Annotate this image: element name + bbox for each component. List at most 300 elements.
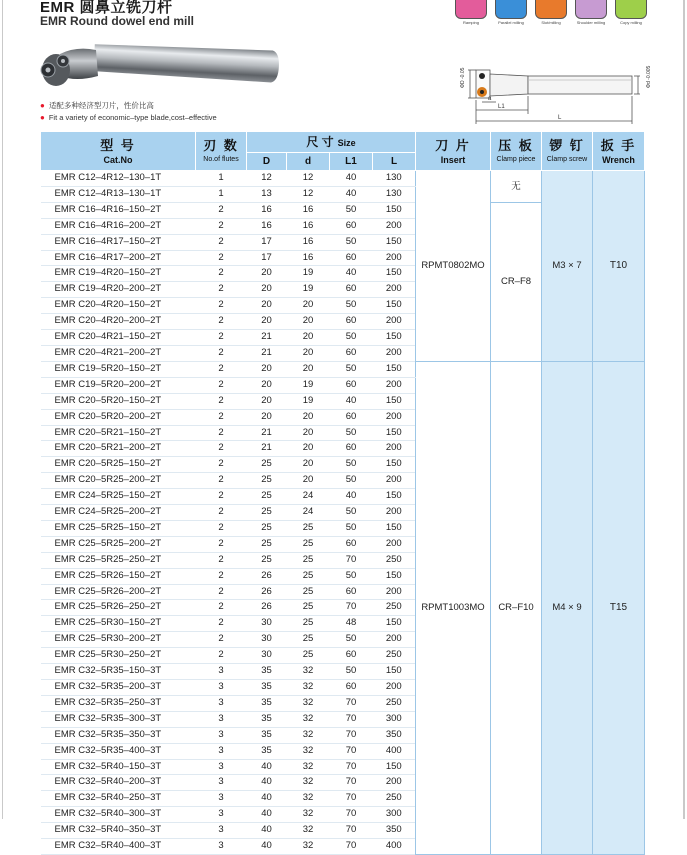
size-D-cell: 21	[247, 330, 287, 346]
feature-item: ● 适配多种经济型刀片，性价比高	[40, 101, 154, 110]
size-D-cell: 26	[247, 568, 287, 584]
page-title-en: EMR Round dowel end mill	[40, 14, 194, 28]
size-d-cell: 25	[287, 568, 330, 584]
flutes-cell: 2	[196, 361, 247, 377]
size-D-cell: 25	[247, 505, 287, 521]
cat-no-cell: EMR C16–4R17–150–2T	[41, 234, 196, 250]
size-L-cell: 200	[373, 218, 416, 234]
flutes-cell: 2	[196, 266, 247, 282]
cat-no-cell: EMR C25–5R26–200–2T	[41, 584, 196, 600]
header-L: L	[373, 153, 416, 171]
size-L1-cell: 70	[330, 600, 373, 616]
size-L-cell: 200	[373, 345, 416, 361]
size-D-cell: 40	[247, 759, 287, 775]
cat-no-cell: EMR C20–5R21–150–2T	[41, 425, 196, 441]
flutes-cell: 3	[196, 664, 247, 680]
cat-no-cell: EMR C25–5R25–200–2T	[41, 536, 196, 552]
flutes-cell: 2	[196, 568, 247, 584]
flutes-cell: 3	[196, 695, 247, 711]
size-d-cell: 19	[287, 282, 330, 298]
size-D-cell: 35	[247, 743, 287, 759]
cat-no-cell: EMR C25–5R26–150–2T	[41, 568, 196, 584]
size-L1-cell: 60	[330, 409, 373, 425]
size-d-cell: 24	[287, 489, 330, 505]
flutes-cell: 2	[196, 632, 247, 648]
size-L-cell: 150	[373, 568, 416, 584]
cat-no-cell: EMR C25–5R25–250–2T	[41, 552, 196, 568]
size-d-cell: 32	[287, 807, 330, 823]
size-d-cell: 20	[287, 425, 330, 441]
size-d-cell: 12	[287, 186, 330, 202]
size-L-cell: 150	[373, 393, 416, 409]
header-flutes: 刃 数 No.of flutes	[196, 132, 247, 171]
size-d-cell: 20	[287, 457, 330, 473]
size-d-cell: 19	[287, 393, 330, 409]
flutes-cell: 2	[196, 489, 247, 505]
header-D: D	[247, 153, 287, 171]
insert-cell: RPMT0802MO	[416, 171, 491, 362]
size-D-cell: 12	[247, 171, 287, 187]
header-d: d	[287, 153, 330, 171]
size-L-cell: 150	[373, 489, 416, 505]
flutes-cell: 2	[196, 282, 247, 298]
insert-cell: RPMT1003MO	[416, 361, 491, 854]
size-L1-cell: 50	[330, 632, 373, 648]
size-L-cell: 150	[373, 664, 416, 680]
cat-no-cell: EMR C20–4R21–200–2T	[41, 345, 196, 361]
cat-no-cell: EMR C25–5R30–150–2T	[41, 616, 196, 632]
size-L-cell: 150	[373, 202, 416, 218]
size-L1-cell: 40	[330, 489, 373, 505]
cat-no-cell: EMR C32–5R35–350–3T	[41, 727, 196, 743]
size-d-cell: 32	[287, 839, 330, 855]
flutes-cell: 2	[196, 393, 247, 409]
size-d-cell: 32	[287, 775, 330, 791]
size-d-cell: 20	[287, 409, 330, 425]
size-d-cell: 25	[287, 520, 330, 536]
header-model: 型 号 Cat.No	[41, 132, 196, 171]
size-L1-cell: 50	[330, 298, 373, 314]
size-L-cell: 250	[373, 600, 416, 616]
size-D-cell: 25	[247, 473, 287, 489]
flutes-cell: 3	[196, 775, 247, 791]
flutes-cell: 3	[196, 727, 247, 743]
size-d-cell: 25	[287, 552, 330, 568]
size-D-cell: 20	[247, 377, 287, 393]
size-D-cell: 35	[247, 680, 287, 696]
clamp-cell: 无	[491, 171, 542, 203]
size-D-cell: 20	[247, 361, 287, 377]
cat-no-cell: EMR C12–4R13–130–1T	[41, 186, 196, 202]
size-d-cell: 20	[287, 345, 330, 361]
parallel-milling-icon	[493, 0, 529, 30]
mode-label: Ramping	[462, 20, 479, 25]
size-L1-cell: 50	[330, 520, 373, 536]
size-d-cell: 32	[287, 695, 330, 711]
cat-no-cell: EMR C32–5R35–150–3T	[41, 664, 196, 680]
size-D-cell: 40	[247, 807, 287, 823]
size-d-cell: 16	[287, 234, 330, 250]
size-L-cell: 200	[373, 584, 416, 600]
mode-swatch	[535, 0, 567, 19]
size-L-cell: 200	[373, 775, 416, 791]
size-d-cell: 16	[287, 250, 330, 266]
mode-label: Copy milling	[620, 20, 642, 25]
flutes-cell: 2	[196, 441, 247, 457]
size-L1-cell: 40	[330, 393, 373, 409]
flutes-cell: 1	[196, 171, 247, 187]
mode-label: Shoulder milling	[576, 20, 606, 25]
schematic-D-label: ΦD -0.05	[460, 67, 466, 88]
mode-swatch	[455, 0, 487, 19]
size-D-cell: 20	[247, 409, 287, 425]
size-d-cell: 32	[287, 664, 330, 680]
size-D-cell: 40	[247, 839, 287, 855]
cat-no-cell: EMR C25–5R30–200–2T	[41, 632, 196, 648]
size-L-cell: 150	[373, 298, 416, 314]
size-L1-cell: 60	[330, 218, 373, 234]
size-d-cell: 32	[287, 680, 330, 696]
size-D-cell: 13	[247, 186, 287, 202]
size-d-cell: 20	[287, 361, 330, 377]
size-L-cell: 250	[373, 552, 416, 568]
cat-no-cell: EMR C16–4R17–200–2T	[41, 250, 196, 266]
cat-no-cell: EMR C24–5R25–200–2T	[41, 505, 196, 521]
flutes-cell: 2	[196, 202, 247, 218]
flutes-cell: 2	[196, 377, 247, 393]
size-D-cell: 21	[247, 441, 287, 457]
size-L1-cell: 48	[330, 616, 373, 632]
size-L1-cell: 60	[330, 680, 373, 696]
size-d-cell: 20	[287, 441, 330, 457]
size-L1-cell: 60	[330, 648, 373, 664]
size-L-cell: 130	[373, 171, 416, 187]
size-D-cell: 35	[247, 711, 287, 727]
size-L1-cell: 50	[330, 202, 373, 218]
flutes-cell: 2	[196, 473, 247, 489]
size-L1-cell: 60	[330, 345, 373, 361]
cat-no-cell: EMR C19–5R20–150–2T	[41, 361, 196, 377]
mode-label: Slot/milling	[541, 20, 561, 25]
size-L-cell: 200	[373, 505, 416, 521]
size-d-cell: 32	[287, 727, 330, 743]
flutes-cell: 2	[196, 457, 247, 473]
flutes-cell: 2	[196, 520, 247, 536]
wrench-cell: T10	[593, 171, 645, 362]
flutes-cell: 2	[196, 505, 247, 521]
size-L-cell: 150	[373, 616, 416, 632]
size-D-cell: 40	[247, 791, 287, 807]
header-clamp: 压 板 Clamp piece	[491, 132, 542, 171]
page-frame-right	[683, 0, 685, 819]
cat-no-cell: EMR C32–5R40–350–3T	[41, 823, 196, 839]
size-L-cell: 250	[373, 791, 416, 807]
flutes-cell: 2	[196, 616, 247, 632]
size-L-cell: 150	[373, 330, 416, 346]
flutes-cell: 3	[196, 743, 247, 759]
size-D-cell: 20	[247, 393, 287, 409]
size-L1-cell: 50	[330, 568, 373, 584]
cat-no-cell: EMR C16–4R16–200–2T	[41, 218, 196, 234]
size-L1-cell: 70	[330, 727, 373, 743]
cat-no-cell: EMR C20–4R20–200–2T	[41, 314, 196, 330]
size-D-cell: 25	[247, 552, 287, 568]
size-d-cell: 25	[287, 600, 330, 616]
size-L1-cell: 60	[330, 441, 373, 457]
flutes-cell: 2	[196, 425, 247, 441]
size-L1-cell: 40	[330, 186, 373, 202]
size-L1-cell: 60	[330, 250, 373, 266]
size-d-cell: 19	[287, 377, 330, 393]
size-d-cell: 25	[287, 616, 330, 632]
flutes-cell: 2	[196, 330, 247, 346]
size-L-cell: 150	[373, 234, 416, 250]
size-L-cell: 200	[373, 409, 416, 425]
size-d-cell: 20	[287, 473, 330, 489]
screw-cell: M3 × 7	[542, 171, 593, 362]
header-insert: 刀 片 Insert	[416, 132, 491, 171]
size-L-cell: 200	[373, 680, 416, 696]
size-L-cell: 350	[373, 727, 416, 743]
size-D-cell: 25	[247, 520, 287, 536]
header-L1: L1	[330, 153, 373, 171]
size-d-cell: 24	[287, 505, 330, 521]
size-D-cell: 26	[247, 584, 287, 600]
flutes-cell: 2	[196, 600, 247, 616]
cat-no-cell: EMR C32–5R40–150–3T	[41, 759, 196, 775]
cat-no-cell: EMR C20–4R21–150–2T	[41, 330, 196, 346]
size-d-cell: 32	[287, 791, 330, 807]
size-D-cell: 26	[247, 600, 287, 616]
flutes-cell: 1	[196, 186, 247, 202]
cat-no-cell: EMR C25–5R26–250–2T	[41, 600, 196, 616]
size-L-cell: 400	[373, 743, 416, 759]
size-d-cell: 20	[287, 330, 330, 346]
cat-no-cell: EMR C20–5R25–150–2T	[41, 457, 196, 473]
bullet-icon: ●	[40, 101, 45, 110]
size-L-cell: 250	[373, 648, 416, 664]
slot-milling-icon	[533, 0, 569, 30]
size-L-cell: 150	[373, 759, 416, 775]
cat-no-cell: EMR C12–4R12–130–1T	[41, 171, 196, 187]
size-L1-cell: 70	[330, 823, 373, 839]
flutes-cell: 2	[196, 345, 247, 361]
size-D-cell: 21	[247, 345, 287, 361]
size-L-cell: 200	[373, 441, 416, 457]
size-L-cell: 200	[373, 282, 416, 298]
size-d-cell: 25	[287, 632, 330, 648]
size-L1-cell: 40	[330, 266, 373, 282]
size-L-cell: 350	[373, 823, 416, 839]
size-L1-cell: 60	[330, 536, 373, 552]
size-d-cell: 25	[287, 648, 330, 664]
size-L1-cell: 70	[330, 839, 373, 855]
cat-no-cell: EMR C16–4R16–150–2T	[41, 202, 196, 218]
flutes-cell: 3	[196, 711, 247, 727]
size-D-cell: 16	[247, 202, 287, 218]
ramping-icon	[453, 0, 489, 30]
size-L1-cell: 50	[330, 473, 373, 489]
size-L1-cell: 50	[330, 361, 373, 377]
end-mill-photo	[36, 40, 282, 96]
size-D-cell: 25	[247, 489, 287, 505]
flutes-cell: 2	[196, 409, 247, 425]
size-L1-cell: 50	[330, 664, 373, 680]
size-D-cell: 30	[247, 632, 287, 648]
mode-swatch	[575, 0, 607, 19]
schematic-L-label: L	[558, 115, 562, 121]
size-L-cell: 300	[373, 807, 416, 823]
size-d-cell: 32	[287, 759, 330, 775]
size-L1-cell: 70	[330, 791, 373, 807]
cat-no-cell: EMR C32–5R35–250–3T	[41, 695, 196, 711]
flutes-cell: 2	[196, 234, 247, 250]
size-L-cell: 150	[373, 266, 416, 282]
size-d-cell: 12	[287, 171, 330, 187]
wrench-cell: T15	[593, 361, 645, 854]
size-D-cell: 30	[247, 648, 287, 664]
size-D-cell: 21	[247, 425, 287, 441]
size-L1-cell: 70	[330, 552, 373, 568]
schematic-d-label: Φd -0.005	[646, 65, 652, 88]
clamp-cell: CR–F10	[491, 361, 542, 854]
schematic-a-label: a	[488, 96, 492, 102]
cat-no-cell: EMR C20–5R21–200–2T	[41, 441, 196, 457]
clamp-cell: CR–F8	[491, 202, 542, 361]
cat-no-cell: EMR C20–5R20–150–2T	[41, 393, 196, 409]
size-D-cell: 35	[247, 664, 287, 680]
size-d-cell: 25	[287, 536, 330, 552]
feature-item: ● Fit a variety of economic–type blade,cost–effective	[40, 113, 217, 122]
size-L1-cell: 50	[330, 234, 373, 250]
size-D-cell: 20	[247, 298, 287, 314]
cat-no-cell: EMR C32–5R35–200–3T	[41, 680, 196, 696]
header-size: 尺 寸 Size	[247, 132, 416, 153]
copy-milling-icon	[613, 0, 649, 30]
header-wrench: 扳 手 Wrench	[593, 132, 645, 171]
size-L1-cell: 60	[330, 314, 373, 330]
header-screw: 锣 钉 Clamp screw	[542, 132, 593, 171]
size-D-cell: 20	[247, 314, 287, 330]
size-d-cell: 20	[287, 298, 330, 314]
flutes-cell: 3	[196, 807, 247, 823]
size-L-cell: 200	[373, 632, 416, 648]
flutes-cell: 2	[196, 584, 247, 600]
size-d-cell: 20	[287, 314, 330, 330]
size-D-cell: 25	[247, 536, 287, 552]
page-frame-left	[2, 0, 3, 819]
size-L-cell: 200	[373, 536, 416, 552]
table-row	[41, 361, 645, 377]
cat-no-cell: EMR C32–5R40–300–3T	[41, 807, 196, 823]
cat-no-cell: EMR C32–5R35–400–3T	[41, 743, 196, 759]
size-d-cell: 16	[287, 202, 330, 218]
size-L-cell: 200	[373, 250, 416, 266]
size-L1-cell: 60	[330, 377, 373, 393]
size-L1-cell: 40	[330, 171, 373, 187]
cat-no-cell: EMR C24–5R25–150–2T	[41, 489, 196, 505]
size-L1-cell: 70	[330, 711, 373, 727]
mode-swatch	[495, 0, 527, 19]
size-L1-cell: 70	[330, 743, 373, 759]
size-d-cell: 32	[287, 823, 330, 839]
size-L-cell: 150	[373, 457, 416, 473]
size-d-cell: 16	[287, 218, 330, 234]
size-d-cell: 32	[287, 743, 330, 759]
mode-label: Parallel milling	[498, 20, 524, 25]
flutes-cell: 2	[196, 298, 247, 314]
shoulder-milling-icon	[573, 0, 609, 30]
bullet-icon: ●	[40, 113, 45, 122]
size-d-cell: 32	[287, 711, 330, 727]
flutes-cell: 2	[196, 552, 247, 568]
flutes-cell: 3	[196, 759, 247, 775]
spec-table	[40, 131, 645, 855]
size-L-cell: 300	[373, 711, 416, 727]
cat-no-cell: EMR C32–5R35–300–3T	[41, 711, 196, 727]
size-D-cell: 30	[247, 616, 287, 632]
size-L-cell: 150	[373, 520, 416, 536]
flutes-cell: 2	[196, 218, 247, 234]
cat-no-cell: EMR C20–4R20–150–2T	[41, 298, 196, 314]
size-L1-cell: 50	[330, 457, 373, 473]
flutes-cell: 3	[196, 791, 247, 807]
size-L1-cell: 60	[330, 282, 373, 298]
size-D-cell: 40	[247, 823, 287, 839]
flutes-cell: 2	[196, 648, 247, 664]
size-L-cell: 130	[373, 186, 416, 202]
size-L1-cell: 70	[330, 695, 373, 711]
size-L-cell: 200	[373, 377, 416, 393]
screw-cell: M4 × 9	[542, 361, 593, 854]
size-d-cell: 19	[287, 266, 330, 282]
cat-no-cell: EMR C32–5R40–200–3T	[41, 775, 196, 791]
size-D-cell: 17	[247, 250, 287, 266]
cat-no-cell: EMR C32–5R40–400–3T	[41, 839, 196, 855]
cat-no-cell: EMR C19–4R20–150–2T	[41, 266, 196, 282]
size-L-cell: 150	[373, 425, 416, 441]
size-L1-cell: 50	[330, 330, 373, 346]
cat-no-cell: EMR C20–5R20–200–2T	[41, 409, 196, 425]
size-D-cell: 40	[247, 775, 287, 791]
size-L1-cell: 50	[330, 425, 373, 441]
dimension-schematic	[424, 30, 664, 125]
size-D-cell: 35	[247, 727, 287, 743]
flutes-cell: 3	[196, 823, 247, 839]
size-L1-cell: 50	[330, 505, 373, 521]
mode-swatch	[615, 0, 647, 19]
size-D-cell: 35	[247, 695, 287, 711]
size-D-cell: 20	[247, 282, 287, 298]
size-L-cell: 400	[373, 839, 416, 855]
cat-no-cell: EMR C19–4R20–200–2T	[41, 282, 196, 298]
flutes-cell: 3	[196, 680, 247, 696]
spec-table-body	[41, 171, 645, 855]
machining-mode-icons	[453, 0, 673, 30]
size-L1-cell: 70	[330, 775, 373, 791]
size-L1-cell: 70	[330, 759, 373, 775]
cat-no-cell: EMR C25–5R30–250–2T	[41, 648, 196, 664]
size-d-cell: 25	[287, 584, 330, 600]
size-L-cell: 200	[373, 314, 416, 330]
flutes-cell: 2	[196, 314, 247, 330]
schematic-L1-label: L1	[498, 104, 505, 110]
flutes-cell: 2	[196, 250, 247, 266]
size-D-cell: 25	[247, 457, 287, 473]
size-L1-cell: 70	[330, 807, 373, 823]
size-L1-cell: 60	[330, 584, 373, 600]
size-L-cell: 150	[373, 361, 416, 377]
